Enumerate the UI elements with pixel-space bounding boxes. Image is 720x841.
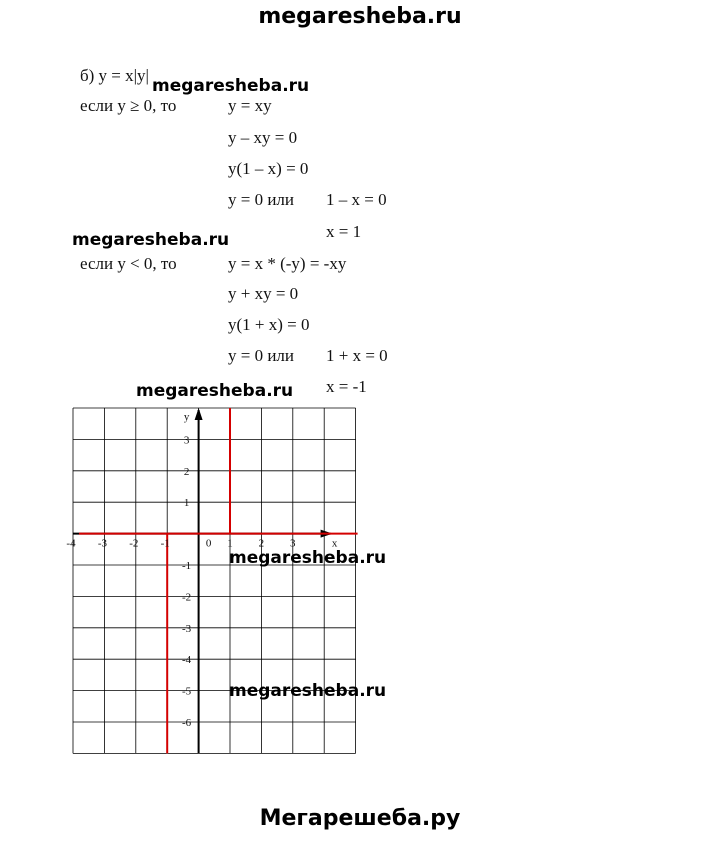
y-tick-label: -4 xyxy=(182,654,192,667)
x-tick-label: 1 xyxy=(227,537,233,550)
case2-final-left: y = 0 или xyxy=(228,346,295,365)
y-tick-label: -6 xyxy=(182,717,192,729)
case1-condition: если y ≥ 0, то xyxy=(80,96,177,115)
x-axis-label: x xyxy=(331,537,338,550)
case1-final-left: y = 0 или xyxy=(228,190,295,209)
watermark-bottom: Мегарешеба.ру xyxy=(259,806,461,831)
case1-line-3: y(1 – x) = 0 xyxy=(228,159,309,178)
x-tick-label: -3 xyxy=(97,537,107,550)
origin-label: 0 xyxy=(205,537,212,550)
watermark-inline-2: megaresheba.ru xyxy=(72,230,230,250)
x-tick-label: -4 xyxy=(66,537,76,550)
watermark-inline-3: megaresheba.ru xyxy=(136,381,294,401)
x-tick-label: -1 xyxy=(160,537,170,550)
y-tick-label: -5 xyxy=(182,685,192,698)
x-tick-label: 2 xyxy=(258,537,265,550)
case2-result: x = -1 xyxy=(326,377,367,396)
y-tick-label: -3 xyxy=(182,622,192,635)
y-tick-label: -1 xyxy=(182,560,192,572)
case2-line-2: y + xy = 0 xyxy=(228,284,299,303)
case2-line-3: y(1 + x) = 0 xyxy=(228,315,310,334)
watermark-inline-5: megaresheba.ru xyxy=(229,681,387,701)
x-tick-label: 3 xyxy=(290,537,296,550)
watermark-inline-4: megaresheba.ru xyxy=(229,548,387,568)
y-tick-label: -2 xyxy=(182,591,192,604)
task-label: б) y = x|y| xyxy=(80,66,149,85)
y-axis-arrow xyxy=(195,408,203,420)
watermark-inline-1: megaresheba.ru xyxy=(152,76,310,96)
case1-final-right: 1 – x = 0 xyxy=(326,190,387,209)
case1-result: x = 1 xyxy=(326,222,362,241)
case1-line-2: y – xy = 0 xyxy=(228,128,298,147)
y-tick-label: 2 xyxy=(183,465,190,478)
case2-final-right: 1 + x = 0 xyxy=(326,346,388,365)
case1-line-1: y = xy xyxy=(228,96,272,115)
y-axis-label: y xyxy=(183,411,190,423)
y-tick-label: 1 xyxy=(183,497,190,510)
case2-condition: если y < 0, то xyxy=(80,254,177,273)
y-tick-label: 3 xyxy=(183,434,190,447)
case2-line-1: y = x * (-y) = -xy xyxy=(228,254,347,273)
watermark-top: megaresheba.ru xyxy=(258,4,462,29)
x-tick-label: -2 xyxy=(129,537,139,550)
